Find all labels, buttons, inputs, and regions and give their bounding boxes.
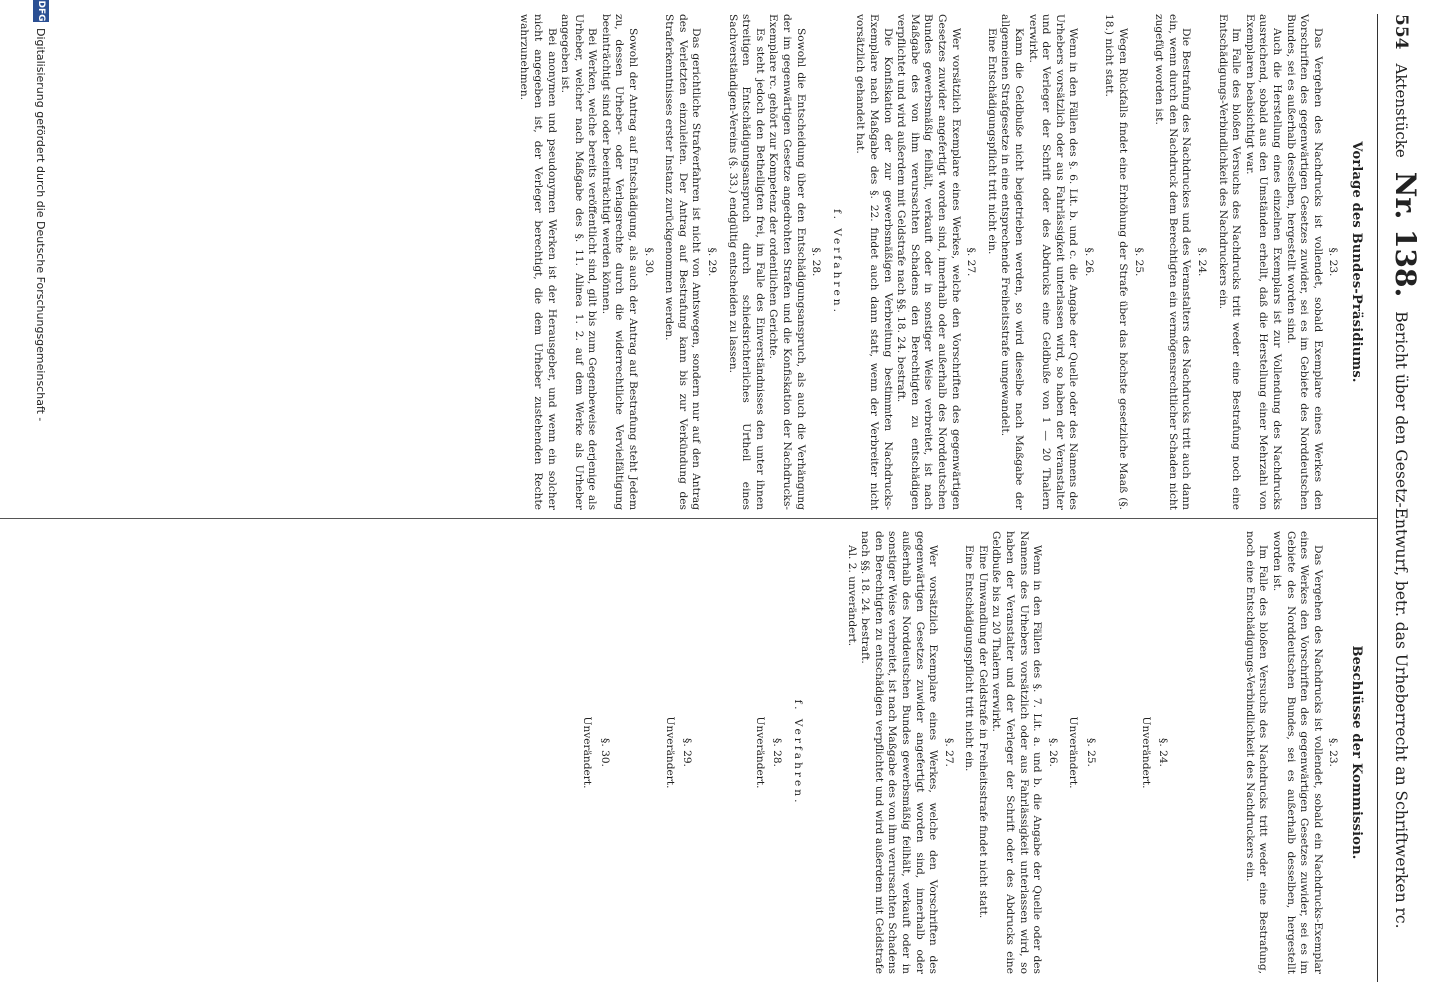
section-heading: §. 29. — [706, 247, 719, 277]
paragraph: Sowohl der Antrag auf Entschädigung, als auch der Antrag auf Bestrafung steht Jedem zu, dessen Urheber- oder Verlagsrechte durch die widerrechtliche Vervielfältigung beeinträchtigt sind oder beeinträchtigt werden können. — [599, 14, 640, 510]
section-heading: §. 27. — [942, 738, 955, 767]
paragraph: Im Falle des bloßen Versuchs des Nachdrucks tritt weder eine Bestrafung, noch eine Entschädigungs-Verbindlichkeit des Nachdruckers ein. — [1243, 531, 1270, 974]
paragraph: Es steht jedoch den Betheiligten frei, im Falle des Einverständnisses den unter ihnen streitigen Entschädigungsanspruch durch schiedsrichterliches Urtheil eines Sachverständigen-Vereins (§. 33.) endgültig entscheiden zu lassen. — [726, 14, 766, 510]
header-rule — [1377, 14, 1378, 982]
paragraph: Das Vergehen des Nachdrucks ist vollendet, sobald ein Nachdrucks-Exemplar eines Werkes den Vorschriften des gegenwärtigen Gesetzes zuwider, sei es im Gebiete des Norddeutschen Bundes, sei es außerhalb desselben, hergestellt worden ist. — [1271, 531, 1324, 974]
document-number: Nr. 138. — [1389, 171, 1422, 298]
paragraph: Auch die Herstellung eines einzelnen Exemplars ist zur Vollendung des Nachdrucks ausreichend, sobald aus den Umständen erhellt, daß die Herstellung einer Mehrzahl von Exemplaren beabsichtigt war. — [1243, 14, 1284, 510]
paragraph: Eine Entschädigungspflicht tritt nicht ein. — [963, 545, 976, 772]
section-heading: §. 23. — [1327, 247, 1340, 277]
section-heading: §. 25. — [1085, 738, 1098, 767]
section-heading: §. 27. — [965, 247, 978, 277]
section-heading: §. 29. — [681, 738, 694, 767]
page-header — [1378, 14, 1422, 982]
two-column-body — [0, 14, 1377, 982]
unchanged-note: Unverändert. — [1067, 716, 1080, 789]
paragraph: Das Vergehen des Nachdrucks ist vollendet, sobald Exemplare eines Werkes den Vorschriften des gegenwärtigen Gesetzes zuwider, sei es im Gebiete des Norddeutschen Bundes, sei es außerhalb desselben, hergestellt worden sind. — [1284, 14, 1324, 510]
unchanged-note: Unverändert. — [1139, 716, 1152, 789]
unchanged-note: Unverändert. — [581, 716, 594, 789]
digitization-credit — [33, 0, 49, 421]
dfg-logo: DFG — [33, 0, 49, 22]
paragraph: Sowohl die Entscheidung über den Entschädigungsanspruch, als auch die Verhängung der im gegenwärtigen Gesetze angedrohten Strafen und die Konfiskation der Nachdrucks-Exemplare rc. gehört zur Kompetenz der ordentlichen Gerichte. — [767, 14, 807, 510]
subsection-heading: f. Verfahren. — [791, 699, 804, 806]
section-heading: §. 24. — [1157, 738, 1170, 767]
section-title: Aktenstücke — [1392, 63, 1410, 158]
column-title: Vorlage des Bundes-Präsidiums. — [1349, 141, 1364, 383]
subsection-heading: f. Verfahren. — [830, 209, 843, 315]
unchanged-note: Unverändert. — [663, 716, 676, 789]
page-number: 554 — [1391, 14, 1411, 50]
paragraph: Wer vorsätzlich Exemplare eines Werkes, welche den Vorschriften des gegenwärtigen Gesetzes zuwider angefertigt worden sind, innerhalb oder außerhalb des Norddeutschen Bundes gewerbsmäßig feilhält, verkauft oder in sonstiger Weise verbreitet, ist nach Maßgabe des von ihm verursachten Schadens den Berechtigten zu entschädigen verpflichtet und wird außerdem mit Geldstrafe nach §§. 18. 24. bestraft. — [895, 14, 962, 510]
paragraph: Wegen Rückfalls findet eine Erhöhung der Strafe über das höchste gesetzliche Maaß (§. 18.) nicht statt. — [1103, 14, 1130, 510]
paragraph: Eine Umwandlung der Geldstrafe in Freiheitsstrafe findet nicht statt. — [976, 545, 989, 919]
section-heading: §. 23. — [1327, 738, 1340, 767]
paragraph: Wenn in den Fällen des §. 6. Lit. b. und c. die Angabe der Quelle oder des Namens des Urhebers vorsätzlich oder aus Fahrlässigkeit unterlassen wird, so haben der Veranstalter und der Verleger der Schrift oder des Abdrucks eine Geldbuße von 1 — 20 Thalern verwirkt. — [1026, 14, 1080, 510]
section-heading: §. 26. — [1082, 247, 1095, 277]
unchanged-note: Unverändert. — [753, 716, 766, 789]
paragraph: Al. 2. unverändert. — [845, 545, 858, 647]
section-heading: §. 30. — [642, 247, 655, 277]
paragraph: Die Bestrafung des Nachdruckes und des Veranstalters des Nachdrucks tritt auch dann ein, wenn durch den Nachdruck dem Berechtigten ein vermögensrechtlicher Schaden nicht zugefügt worden ist. — [1153, 14, 1193, 510]
paragraph: Das gerichtliche Strafverfahren ist nicht von Amtswegen, sondern nur auf den Antrag des Verletzten einzuleiten. Der Antrag auf Bestrafung kann bis zur Verkündung des Straferkenntnisses erster Instanz zurückgenommen werden. — [663, 14, 703, 510]
section-heading: §. 30. — [599, 738, 611, 767]
paragraph: Bei Werken, welche bereits veröffentlicht sind, gilt bis zum Gegenbeweise derjenige als Urheber, welcher nach Maßgabe des §. 11. Alinea 1. 2. auf dem Werke als Urheber angegeben ist. — [559, 14, 599, 510]
paragraph: Im Falle des bloßen Versuchs des Nachdrucks tritt weder eine Bestrafung noch eine Entschädigungs-Verbindlichkeit des Nachdruckers ein. — [1216, 14, 1243, 510]
section-heading: §. 25. — [1132, 247, 1145, 277]
paragraph: Die Konfiskation der zur gewerbsmäßigen Verbreitung bestimmten Nachdrucks-Exemplare nach Maßgabe des §. 22. findet auch dann statt, wenn der Verbreiter nicht vorsätzlich gehandelt hat. — [854, 14, 894, 510]
paragraph: Wer vorsätzlich Exemplare eines Werkes, welche den Vorschriften des gegenwärtigen Gesetzes zuwider angefertigt worden sind, innerhalb oder außerhalb des Norddeutschen Bundes gewerbsmäßig feilhält, verkauft oder in sonstiger Weise verbreitet, ist nach Maßgabe des von ihm verursachten Schadens den Berechtigten zu entschädigen verpflichtet und wird außerdem mit Geldstrafe nach §§. 18. 24. bestraft. — [859, 531, 940, 974]
paragraph: Bei anonymen und pseudonymen Werken ist der Herausgeber, und wenn ein solcher nicht angegeben ist, der Verleger berechtigt, die dem Urheber zustehenden Rechte wahrzunehmen. — [518, 14, 558, 510]
paragraph: Eine Entschädigungspflicht tritt nicht ein. — [985, 28, 998, 255]
credit-text: Digitalisierung gefördert durch die Deutsche Forschungsgemeinschaft - — [34, 28, 48, 422]
section-heading: §. 28. — [771, 738, 784, 767]
report-title: Bericht über den Gesetz-Entwurf, betr. das Urheberrecht an Schriftwerken rc. — [1392, 311, 1410, 929]
column-title: Beschlüsse der Kommission. — [1349, 645, 1364, 860]
paragraph: Kann die Geldbuße nicht beigetrieben werden, so wird dieselbe nach Maßgabe der allgemeinen Strafgesetze in eine entsprechende Freiheitsstrafe umgewandelt. — [999, 14, 1025, 510]
paragraph: Wenn in den Fällen des §. 7. Lit. a. und b. die Angabe der Quelle oder des Namens des Urhebers vorsätzlich oder aus Fahrlässigkeit unterlassen wird, so haben der Veranstalter und der Verleger der Schrift oder des Abdrucks eine Geldbuße bis zu 20 Thalern verwirkt. — [990, 531, 1044, 974]
column-kommission — [0, 519, 1377, 982]
section-heading: §. 28. — [810, 247, 823, 277]
section-heading: §. 26. — [1046, 738, 1059, 767]
section-heading: §. 24. — [1196, 247, 1209, 277]
column-bundes-praesidium — [0, 14, 1377, 519]
